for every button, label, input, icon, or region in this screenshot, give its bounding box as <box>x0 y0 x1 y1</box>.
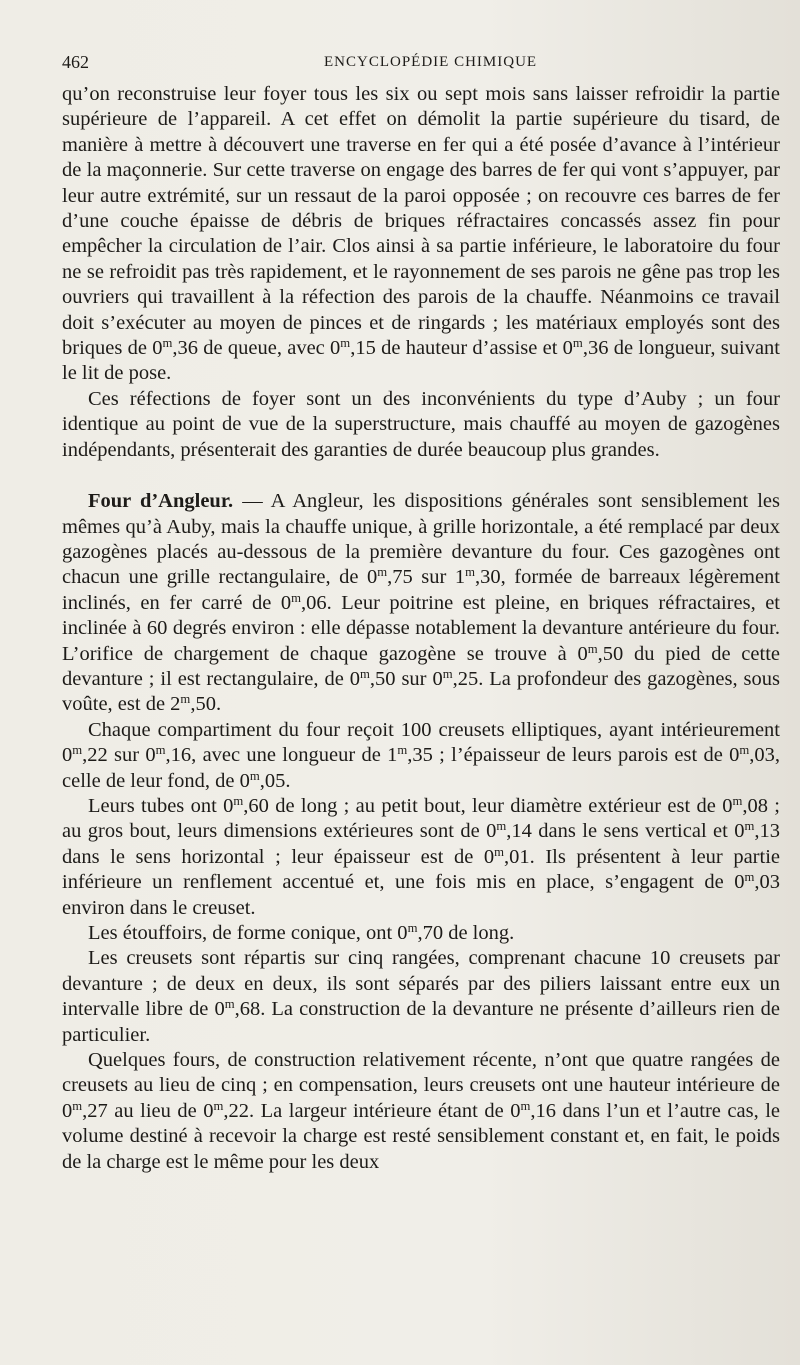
paragraph-8: Quelques fours, de construction relativement récente, n’ont que quatre rangées de creusets au lieu de cinq ; en compensation, leurs creusets ont une hauteur intérieure de 0$^m$,27 au lieu de 0$^m$,22. La largeur intérieure étant de 0$^m$,16 dans l’un et l’autre cas, le volume destiné à recevoir la charge est resté sensiblement constant et, en fait, le poids de la charge est le même pour les deux <box>62 1049 780 1173</box>
paragraph-4: Chaque compartiment du four reçoit 100 creusets elliptiques, ayant intérieurement 0$^m$,22 sur 0$^m$,16, avec une longueur de 1$^m$,35 ; l’épaisseur de leurs parois est de 0$^m$,03, celle de leur fond, de 0$^m$,05. <box>62 718 780 792</box>
running-title: ENCYCLOPÉDIE CHIMIQUE <box>324 54 538 70</box>
paragraph-7: Les creusets sont répartis sur cinq rangées, comprenant chacune 10 creusets par devanture ; de deux en deux, ils sont séparés par des piliers laissant entre eux un intervalle libre de 0$^m$,68. La construction de la devanture ne présente d’ailleurs rien de particulier. <box>62 947 781 1046</box>
body-text <box>62 82 780 1175</box>
page-number: 462 <box>62 52 89 72</box>
paragraph-1: qu’on reconstruise leur foyer tous les six ou sept mois sans laisser refroidir la partie supérieure de l’appareil. A cet effet on démolit la partie supérieure du tisard, de manière à mettre à découvert une traverse en fer qui a été posée d’avance à l’intérieur de la maçonnerie. Sur cette traverse on engage des barres de fer qui vont s’appuyer, par leur autre extrémité, sur un ressaut de la paroi opposée ; on recouvre ces barres de fer d’une couche épaisse de débris de briques réfractaires concassés assez fin pour empêcher la circulation de l’air. Clos ainsi à sa partie inférieure, le laboratoire du four ne se refroidit pas très rapidement, et le rayonnement de ses parois ne gêne pas trop les ouvriers qui travaillent à la réfection des parois de la chauffe. Néanmoins ce travail doit s’exécuter au moyen de pinces et de ringards ; les matériaux employés sont des briques de 0$^m$,36 de queue, avec 0$^m$,15 de hauteur d’assise et 0$^m$,36 de longueur, suivant le lit de pose. <box>62 83 780 385</box>
paragraph-3-text: — A Angleur, les dispositions générales sont sensiblement les mêmes qu’à Auby, mais la chauffe unique, à grille horizontale, a été remplacé par deux gazogènes placés au-dessous de la première devanture du four. Ces gazogènes ont chacun une grille rectangulaire, de 0$^m$,75 sur 1$^m$,30, formée de barreaux légèrement inclinés, en fer carré de 0$^m$,06. Leur poitrine est pleine, en briques réfractaires, et inclinée à 60 degrés environ : elle dépasse notablement la devanture antérieure du four. L’orifice de chargement de chaque gazogène se trouve à 0$^m$,50 du pied de cette devanture ; il est rectangulaire, de 0$^m$,50 sur 0$^m$,25. La profondeur des gazogènes, sous voûte, est de 2$^m$,50. <box>62 490 781 716</box>
paragraph-2: Ces réfections de foyer sont un des inconvénients du type d’Auby ; un four identique au point de vue de la superstructure, mais chauffé au moyen de gazogènes indépendants, présenterait des garanties de durée beaucoup plus grandes. <box>62 387 780 461</box>
page-header <box>62 52 782 76</box>
paragraph-5: Leurs tubes ont 0$^m$,60 de long ; au petit bout, leur diamètre extérieur est de 0$^m$,08 ; au gros bout, leurs dimensions extérieures sont de 0$^m$,14 dans le sens vertical et 0$^m$,13 dans le sens horizontal ; leur épaisseur est de 0$^m$,01. Ils présentent à leur partie inférieure un renflement accentué et, une fois mis en place, s’engagent de 0$^m$,03 environ dans le creuset. <box>62 793 780 919</box>
paragraph-6: Les étouffoirs, de forme conique, ont 0$^m$,70 de long. <box>88 921 515 944</box>
paragraph-3 <box>62 489 780 718</box>
section-heading: Four d’Angleur. <box>88 490 234 513</box>
